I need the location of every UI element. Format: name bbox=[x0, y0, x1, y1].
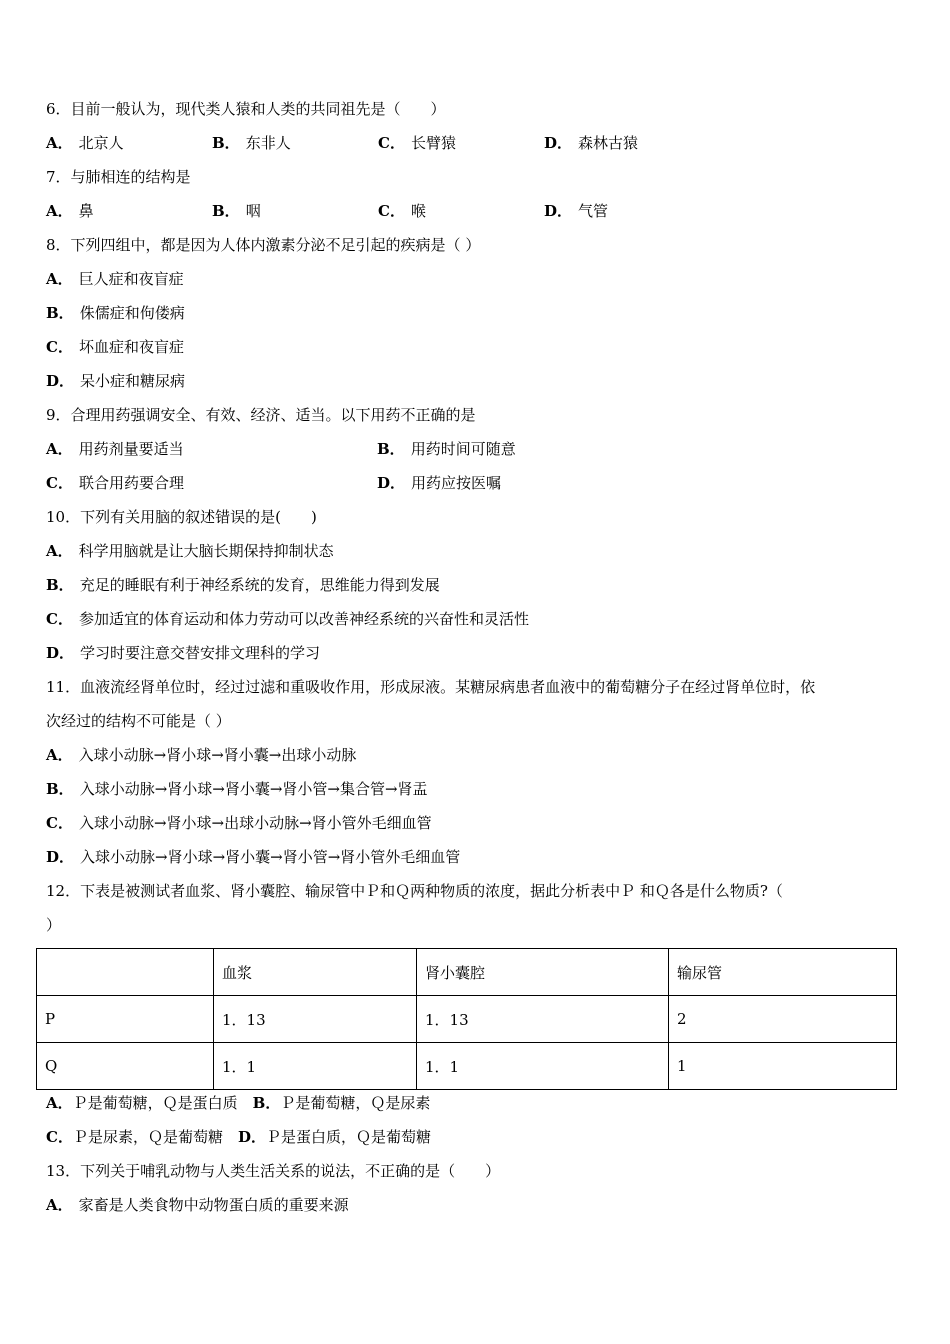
option-a: A． 用药剂量要适当 bbox=[46, 440, 184, 458]
table-header-row bbox=[37, 949, 897, 996]
table-cell: 1．13 bbox=[417, 996, 669, 1043]
table-row bbox=[37, 996, 897, 1043]
table-header-cell bbox=[37, 949, 214, 996]
option-b: B． 入球小动脉→肾小球→肾小囊→肾小管→集合管→肾盂 bbox=[46, 780, 428, 798]
table-header-cell: 输尿管 bbox=[669, 949, 897, 996]
question-7-stem: 7．与肺相连的结构是 bbox=[46, 168, 191, 186]
question-10-stem: 10．下列有关用脑的叙述错误的是( ) bbox=[46, 508, 317, 526]
option-a: A． 入球小动脉→肾小球→肾小囊→出球小动脉 bbox=[46, 746, 357, 764]
table-cell: 2 bbox=[669, 996, 897, 1043]
table-cell: 1．13 bbox=[214, 996, 417, 1043]
option-c: C．Ｐ是尿素，Ｑ是葡萄糖 bbox=[46, 1128, 223, 1146]
option-a: A．Ｐ是葡萄糖，Ｑ是蛋白质 bbox=[46, 1094, 238, 1112]
question-13-stem: 13．下列关于哺乳动物与人类生活关系的说法，不正确的是（ ） bbox=[46, 1162, 501, 1180]
option-a: A． 科学用脑就是让大脑长期保持抑制状态 bbox=[46, 542, 334, 560]
option-b: B． 侏儒症和佝偻病 bbox=[46, 304, 185, 322]
option-b: B． 东非人 bbox=[212, 134, 291, 152]
option-a: A． 北京人 bbox=[46, 134, 124, 152]
option-b: B． 咽 bbox=[212, 202, 261, 220]
option-d: D． 用药应按医嘱 bbox=[377, 474, 502, 492]
question-6-options bbox=[46, 132, 906, 154]
option-d: D． 森林古猿 bbox=[544, 134, 639, 152]
table-header-cell: 肾小囊腔 bbox=[417, 949, 669, 996]
option-b: B．Ｐ是葡萄糖，Ｑ是尿素 bbox=[252, 1094, 431, 1112]
option-c: C． 坏血症和夜盲症 bbox=[46, 338, 184, 356]
option-b: B． 充足的睡眠有利于神经系统的发育，思维能力得到发展 bbox=[46, 576, 440, 594]
table-cell: 1 bbox=[669, 1043, 897, 1090]
question-12-options-row1 bbox=[46, 1092, 906, 1114]
question-8-stem: 8．下列四组中，都是因为人体内激素分泌不足引起的疾病是（ ） bbox=[46, 236, 481, 254]
option-d: D． 气管 bbox=[544, 202, 609, 220]
table-header-cell: 血浆 bbox=[214, 949, 417, 996]
option-c: C． 长臂猿 bbox=[378, 134, 456, 152]
question-7-options bbox=[46, 200, 906, 222]
question-9-options-row1 bbox=[46, 438, 906, 460]
question-12-stem-line1: 12．下表是被测试者血浆、肾小囊腔、输尿管中Ｐ和Ｑ两种物质的浓度，据此分析表中Ｐ 和Ｑ各是什么物质?（ bbox=[46, 882, 783, 900]
option-b: B． 用药时间可随意 bbox=[377, 440, 516, 458]
option-d: D． 呆小症和糖尿病 bbox=[46, 372, 186, 390]
question-9-stem: 9．合理用药强调安全、有效、经济、适当。以下用药不正确的是 bbox=[46, 406, 476, 424]
option-d: D．Ｐ是蛋白质，Ｑ是葡萄糖 bbox=[237, 1128, 432, 1146]
question-9-options-row2 bbox=[46, 472, 906, 494]
option-a: A． 鼻 bbox=[46, 202, 94, 220]
question-12-options-row2 bbox=[46, 1126, 906, 1148]
table-row bbox=[37, 1043, 897, 1090]
exam-page bbox=[46, 98, 906, 1228]
option-a: A． 巨人症和夜盲症 bbox=[46, 270, 184, 288]
option-c: C． 联合用药要合理 bbox=[46, 474, 184, 492]
option-c: C． 入球小动脉→肾小球→出球小动脉→肾小管外毛细血管 bbox=[46, 814, 432, 832]
question-12-stem-line2: ） bbox=[46, 916, 62, 934]
concentration-table bbox=[36, 948, 897, 1090]
question-11-stem-line1: 11．血液流经肾单位时，经过过滤和重吸收作用，形成尿液。某糖尿病患者血液中的葡萄糖分子在经过肾单位时，依 bbox=[46, 678, 816, 696]
option-c: C． 喉 bbox=[378, 202, 426, 220]
option-d: D． 学习时要注意交替安排文理科的学习 bbox=[46, 644, 321, 662]
option-a: A． 家畜是人类食物中动物蛋白质的重要来源 bbox=[46, 1196, 349, 1214]
table-cell: 1．1 bbox=[417, 1043, 669, 1090]
option-d: D． 入球小动脉→肾小球→肾小囊→肾小管→肾小管外毛细血管 bbox=[46, 848, 461, 866]
option-c: C． 参加适宜的体育运动和体力劳动可以改善神经系统的兴奋性和灵活性 bbox=[46, 610, 529, 628]
table-cell: 1．1 bbox=[214, 1043, 417, 1090]
question-11-stem-line2: 次经过的结构不可能是（ ） bbox=[46, 712, 231, 730]
table-cell: P bbox=[37, 996, 214, 1043]
table-cell: Q bbox=[37, 1043, 214, 1090]
question-6-stem: 6．目前一般认为，现代类人猿和人类的共同祖先是（ ） bbox=[46, 100, 446, 118]
